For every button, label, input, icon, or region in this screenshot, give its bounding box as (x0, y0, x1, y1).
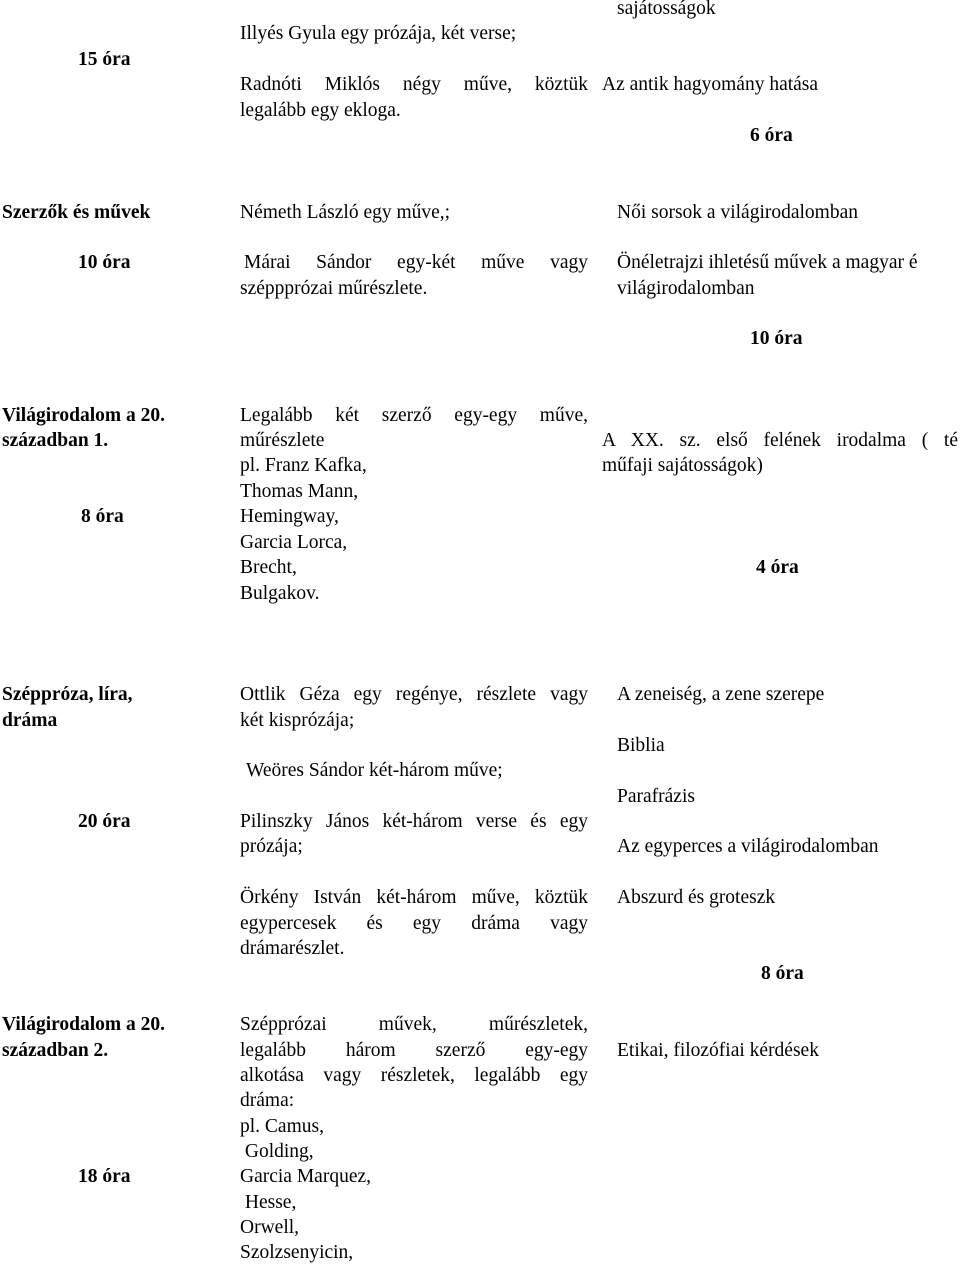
curriculum-item-cont: két kisprózája; (240, 710, 355, 731)
hours-label: 6 óra (750, 125, 793, 146)
curriculum-item-cont: drámarészlet. (240, 938, 345, 959)
col3-text: Abszurd és groteszk (617, 887, 776, 908)
hours-label: 18 óra (78, 1166, 131, 1187)
author-name: Bulgakov. (240, 583, 320, 604)
curriculum-item: Ottlik Géza egy regénye, részlete vagy (240, 684, 588, 705)
hours-label: 10 óra (78, 252, 131, 273)
author-name: pl. Franz Kafka, (240, 455, 367, 476)
author-name: Szolzsenyicin, (240, 1242, 354, 1263)
topic-heading: Szerzők és művek (2, 202, 151, 223)
author-name: Garcia Marquez, (240, 1166, 372, 1187)
curriculum-item-cont: széppprózai műrészlete. (240, 278, 428, 299)
col3-text: Biblia (617, 735, 665, 756)
curriculum-item: Pilinszky János két-három verse és egy (240, 811, 588, 832)
curriculum-item: Illyés Gyula egy prózája, két verse; (240, 23, 517, 44)
hours-label: 15 óra (78, 49, 131, 70)
col3-text: sajátosságok (617, 0, 716, 19)
author-name: pl. Camus, (240, 1116, 324, 1137)
hours-label: 8 óra (81, 506, 124, 527)
col3-text: A zeneiség, a zene szerepe (617, 684, 825, 705)
author-name: Brecht, (240, 557, 297, 578)
topic-heading: Világirodalom a 20. (2, 1014, 166, 1035)
hours-label: 10 óra (750, 328, 803, 349)
col3-text: világirodalomban (617, 278, 755, 299)
curriculum-item-cont: dráma: (240, 1090, 295, 1111)
topic-heading: Széppróza, líra, (2, 684, 133, 705)
author-name: Hesse, (240, 1192, 297, 1213)
curriculum-item-cont: prózája; (240, 836, 303, 857)
curriculum-item: Németh László egy műve,; (240, 202, 451, 223)
author-name: Hemingway, (240, 506, 339, 527)
hours-label: 4 óra (756, 557, 799, 578)
col3-text: Az egyperces a világirodalomban (617, 836, 879, 857)
hours-label: 20 óra (78, 811, 131, 832)
curriculum-item-cont: legalább egy ekloga. (240, 100, 401, 121)
topic-heading: dráma (2, 710, 58, 731)
topic-heading: században 1. (2, 430, 109, 451)
curriculum-item: Márai Sándor egy-két műve vagy (244, 252, 588, 273)
topic-heading: században 2. (2, 1040, 109, 1061)
curriculum-item: Örkény István két-három műve, köztük (240, 887, 588, 908)
curriculum-item: Radnóti Miklós négy műve, köztük (240, 74, 588, 95)
author-name: Thomas Mann, (240, 481, 359, 502)
hours-label: 8 óra (761, 963, 804, 984)
topic-heading: Világirodalom a 20. (2, 405, 166, 426)
col3-text: Önéletrajzi ihletésű művek a magyar é (617, 252, 918, 273)
col3-text: A XX. sz. első felének irodalma ( té (602, 430, 958, 451)
curriculum-item: Weöres Sándor két-három műve; (246, 760, 503, 781)
curriculum-item: Legalább két szerző egy-egy műve, (240, 405, 588, 426)
author-name: Orwell, (240, 1217, 300, 1238)
col3-text: Női sorsok a világirodalomban (617, 202, 858, 223)
curriculum-item-cont: egypercesek és egy dráma vagy (240, 913, 588, 934)
curriculum-item-cont: legalább három szerző egy-egy (240, 1040, 588, 1061)
curriculum-item-cont: műrészlete (240, 430, 325, 451)
curriculum-item-cont: alkotása vagy részletek, legalább egy (240, 1065, 588, 1086)
col3-text: műfaji sajátosságok) (602, 455, 763, 476)
curriculum-item: Szépprózai művek, műrészletek, (240, 1014, 588, 1035)
author-name: Garcia Lorca, (240, 532, 348, 553)
author-name: Golding, (240, 1141, 314, 1162)
col3-text: Az antik hagyomány hatása (602, 74, 819, 95)
col3-text: Parafrázis (617, 786, 695, 807)
col3-text: Etikai, filozófiai kérdések (617, 1040, 819, 1061)
